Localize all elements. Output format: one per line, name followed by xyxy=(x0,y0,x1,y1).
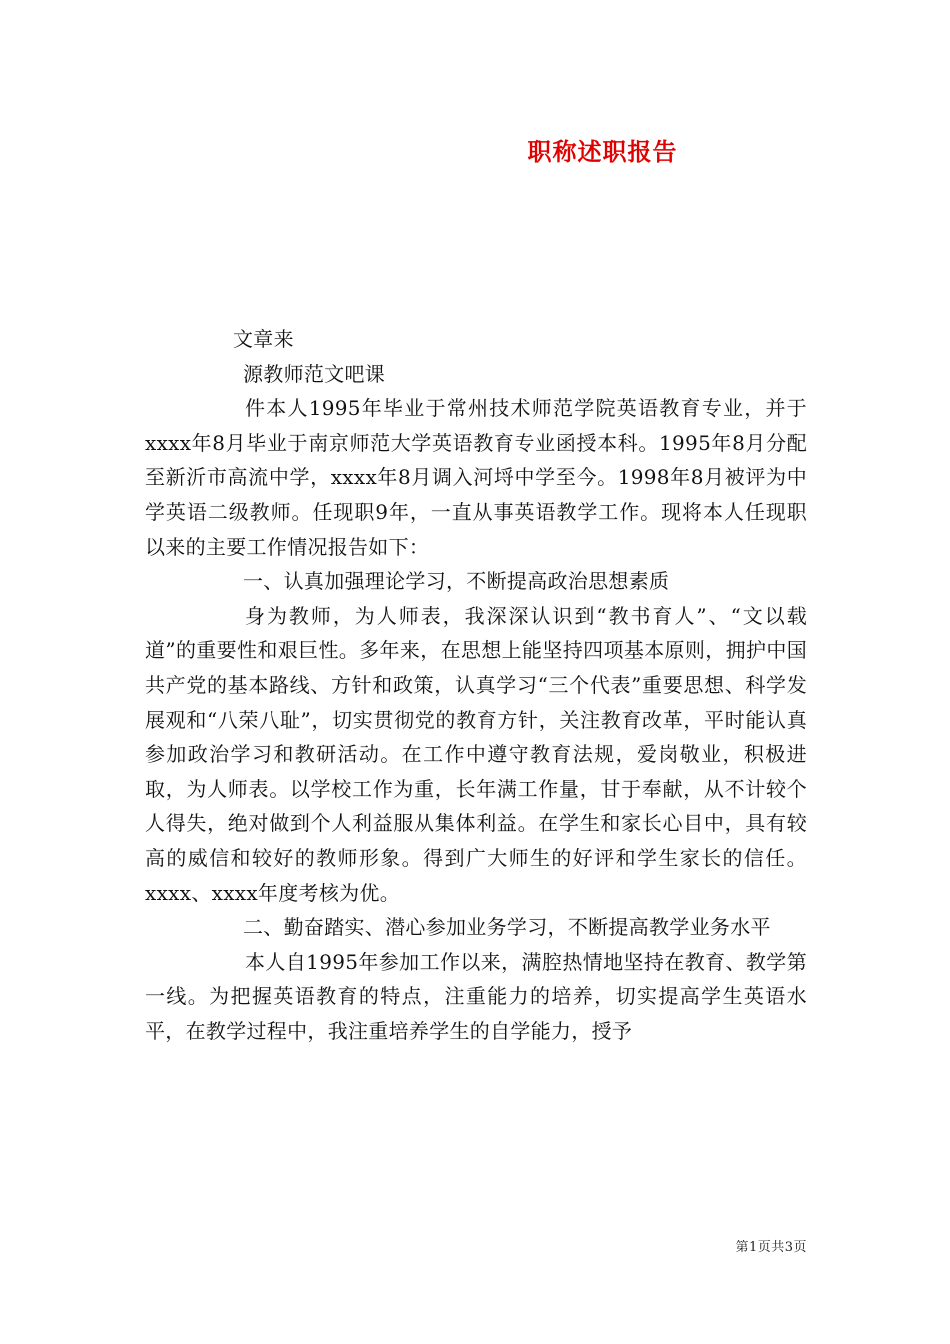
paragraph-section-2: 本人自1995年参加工作以来，满腔热情地坚持在教育、教学第一线。为把握英语教育的特点，注重能力的培养，切实提高学生英语水平，在教学过程中，我注重培养学生的自学能力，授予 xyxy=(145,949,807,1043)
section-heading-1: 一、认真加强理论学习，不断提高政治思想素质 xyxy=(243,569,670,594)
document-title: 职称述职报告 xyxy=(527,137,678,166)
paragraph-section-1: 身为教师，为人师表，我深深认识到“教书育人”、“文以载道”的重要性和艰巨性。多年来，在思想上能坚持四项基本原则，拥护中国共产党的基本路线、方针和政策，认真学习“三个代表”重要思想、科学发展观和“八荣八耻”，切实贯彻党的教育方针，关注教育改革，平时能认真参加政治学习和教研活动。在工作中遵守教育法规，爱岗敬业，积极进取，为人师表。以学校工作为重，长年满工作量，甘于奉献，从不计较个人得失，绝对做到个人利益服从集体利益。在学生和家长心目中，具有较高的威信和较好的教师形象。得到广大师生的好评和学生家长的信任。xxxx、xxxx年度考核为优。 xyxy=(145,603,807,905)
paragraph-intro: 件本人1995年毕业于常州技术师范学院英语教育专业，并于xxxx年8月毕业于南京师范大学英语教育专业函授本科。1995年8月分配至新沂市高流中学，xxxx年8月调入河埒中学至今。1998年8月被评为中学英语二级教师。任现职9年，一直从事英语教学工作。现将本人任现职以来的主要工作情况报告如下： xyxy=(145,396,807,559)
paragraph-source-line-2: 源教师范文吧课 xyxy=(243,361,386,386)
document-body xyxy=(145,322,807,1048)
paragraph-source-line-1: 文章来 xyxy=(233,327,294,351)
page-number-footer: 第1页共3页 xyxy=(735,1240,807,1255)
section-heading-2: 二、勤奋踏实、潜心参加业务学习，不断提高教学业务水平 xyxy=(243,915,771,940)
